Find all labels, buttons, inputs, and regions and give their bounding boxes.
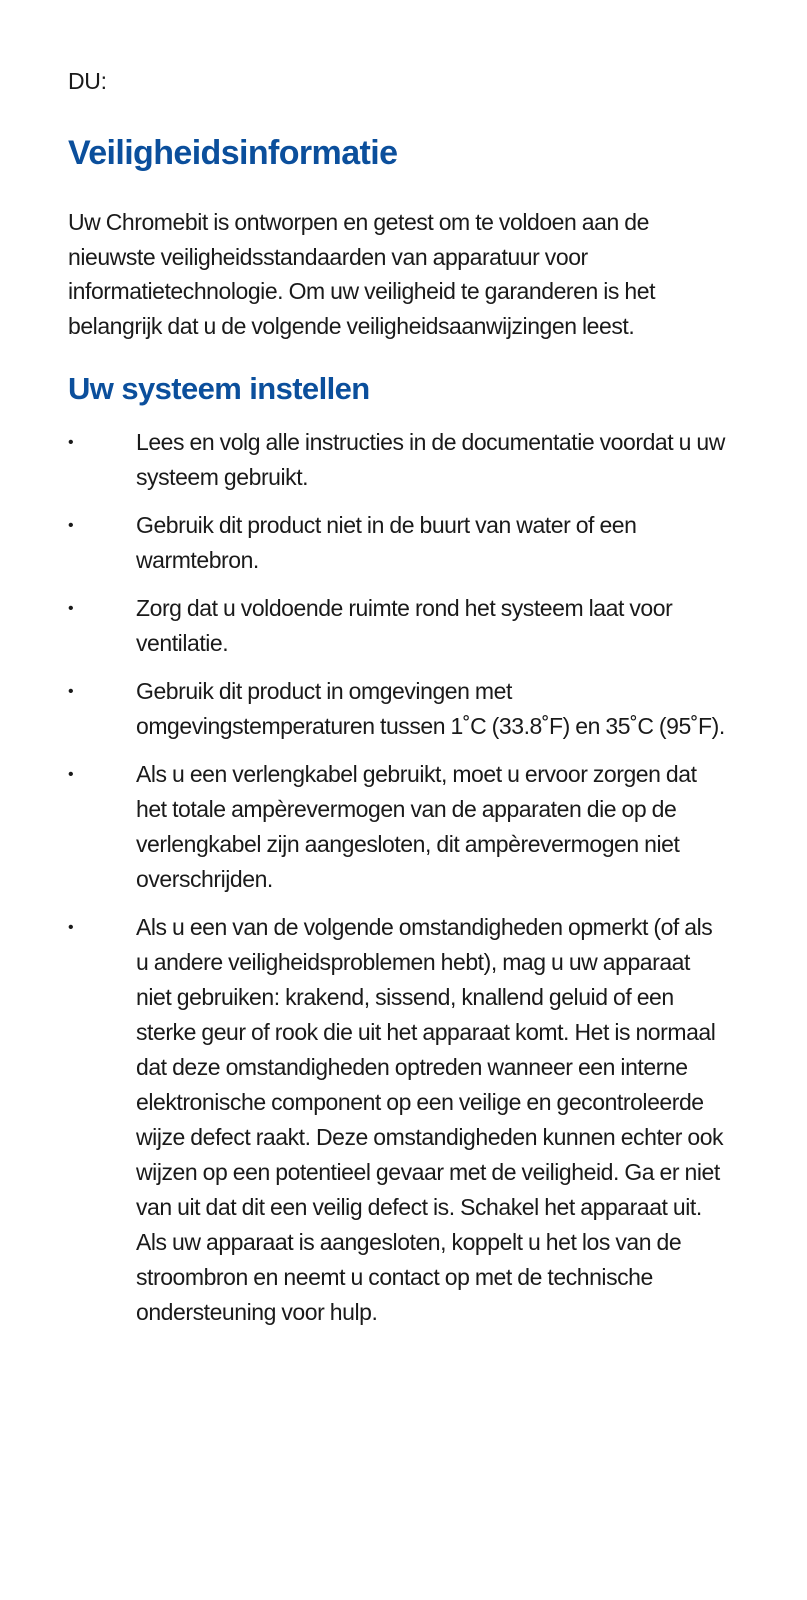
list-item xyxy=(68,757,727,897)
list-item-text: Lees en volg alle instructies in de documentatie voordat u uw systeem gebruikt. xyxy=(136,429,725,490)
list-item-text: Zorg dat u voldoende ruimte rond het systeem laat voor ventilatie. xyxy=(136,595,673,656)
system-setup-heading: Uw systeem instellen xyxy=(68,371,370,406)
list-item-text: Gebruik dit product in omgevingen met omgevingstemperaturen tussen 1˚C (33.8˚F) en 35˚C (95˚F). xyxy=(136,678,725,739)
list-item xyxy=(68,674,727,744)
list-item xyxy=(68,910,727,1330)
list-item xyxy=(68,508,727,578)
list-item-text: Gebruik dit product niet in de buurt van water of een warmtebron. xyxy=(136,512,637,573)
language-code: DU: xyxy=(68,68,107,94)
bullet-icon: • xyxy=(68,600,74,617)
list-item xyxy=(68,591,727,661)
list-item-text: Als u een van de volgende omstandigheden opmerkt (of als u andere veiligheidsproblemen hebt), mag u uw apparaat niet gebruiken: krakend, sissend, knallend geluid of een sterke geur of rook die uit het apparaat komt. Het is normaal dat deze omstandigheden optreden wanneer een interne elektronische component op een veilige en gecontroleerde wijze defect raakt. Deze omstandigheden kunnen echter ook wijzen op een potentieel gevaar met de veiligheid. Ga er niet van uit dat dit een veilig defect is. Schakel het apparaat uit. Als uw apparaat is aangesloten, koppelt u het los van de stroombron en neemt u contact op met de technische ondersteuning voor hulp. xyxy=(136,914,724,1325)
safety-information-heading: Veiligheidsinformatie xyxy=(68,134,398,172)
safety-intro-paragraph: Uw Chromebit is ontworpen en getest om te voldoen aan de nieuwste veiligheidsstandaarden van apparatuur voor informatietechnologie. Om uw veiligheid te garanderen is het belangrijk dat u de volgende veiligheidsaanwijzingen leest. xyxy=(68,209,656,339)
setup-instructions-list xyxy=(68,425,727,1330)
bullet-icon: • xyxy=(68,919,74,936)
bullet-icon: • xyxy=(68,517,74,534)
bullet-icon: • xyxy=(68,683,74,700)
bullet-icon: • xyxy=(68,434,74,451)
list-item-text: Als u een verlengkabel gebruikt, moet u ervoor zorgen dat het totale ampèrevermogen van de apparaten die op de verlengkabel zijn aangesloten, dit ampèrevermogen niet overschrijden. xyxy=(136,761,697,892)
bullet-icon: • xyxy=(68,766,74,783)
list-item xyxy=(68,425,727,495)
